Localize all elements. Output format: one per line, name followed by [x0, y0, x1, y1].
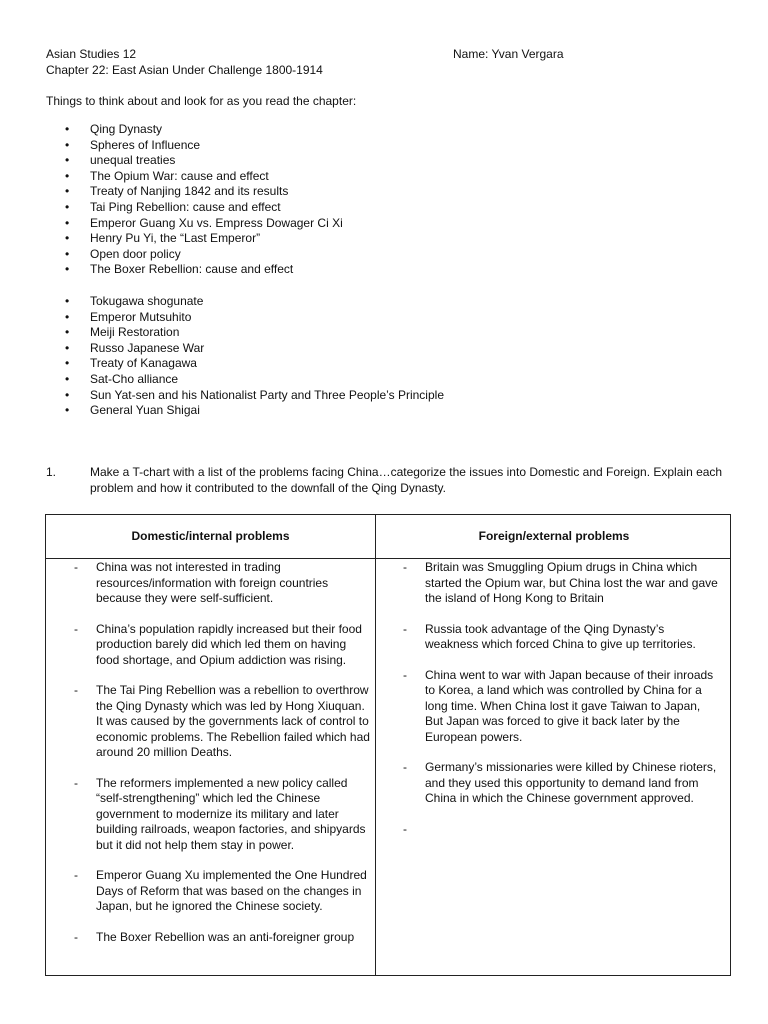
dash-bullet: -: [403, 667, 407, 682]
china-topic-item: • Open door policy: [46, 247, 343, 263]
japan-topic-item: • Sat-Cho alliance: [46, 372, 444, 388]
foreign-header: Foreign/external problems: [478, 529, 630, 543]
china-topic-item: • Spheres of Influence: [46, 138, 343, 154]
question-number: 1.: [46, 465, 57, 479]
t-chart: [45, 514, 731, 976]
dash-bullet: -: [403, 821, 407, 836]
china-topics-list: [46, 122, 343, 278]
china-topic-item: • unequal treaties: [46, 153, 343, 169]
question-text: Make a T-chart with a list of the problems facing China…categorize the issues into Domestic and Foreign. Explain each problem and how it contributed to the downfall of the Qing Dynasty.: [90, 465, 723, 495]
domestic-problem-item: [74, 776, 370, 854]
problem-text: China’s population rapidly increased but their food production barely did which led them on having food shortage, and Opium addiction was rising.: [96, 621, 362, 667]
china-topic-item: • Treaty of Nanjing 1842 and its results: [46, 184, 343, 200]
problem-text: The reformers implemented a new policy called “self-strengthening” which led the Chinese government to modernize its military and later building railroads, weapon factories, and shipyards but it did not help them stay in power.: [96, 775, 366, 852]
student-name: Name: Yvan Vergara: [453, 47, 564, 61]
dash-bullet: -: [74, 560, 78, 574]
problem-text: China was not interested in trading resources/information with foreign countries because they were self-sufficient.: [96, 560, 329, 605]
japan-topic-item: • Tokugawa shogunate: [46, 294, 444, 310]
china-topic-item: • The Opium War: cause and effect: [46, 169, 343, 185]
foreign-problem-item: [403, 560, 719, 607]
problem-text: Russia took advantage of the Qing Dynasty’s weakness which forced China to give up territories.: [425, 621, 696, 651]
japan-topic-item: • Meiji Restoration: [46, 325, 444, 341]
domestic-problem-item: [74, 560, 370, 607]
problem-text: China went to war with Japan because of their inroads to Korea, a land which was controlled by China for a long time. When China lost it gave Taiwan to Japan, But Japan was forced to give it back later by the European powers.: [425, 667, 714, 744]
foreign-problem-item: [403, 668, 719, 746]
domestic-header: Domestic/internal problems: [131, 529, 290, 543]
course-title: Asian Studies 12: [46, 47, 137, 61]
t-chart-header-rule: [46, 558, 730, 559]
japan-topic-item: • Emperor Mutsuhito: [46, 310, 444, 326]
dash-bullet: -: [74, 621, 78, 636]
domestic-problem-item: [74, 683, 370, 761]
japan-topic-item: • Sun Yat-sen and his Nationalist Party and Three People’s Principle: [46, 388, 444, 404]
foreign-problem-item: [403, 760, 719, 807]
china-topic-item: • The Boxer Rebellion: cause and effect: [46, 262, 343, 278]
foreign-problems-list: [403, 560, 719, 975]
t-chart-divider: [375, 515, 376, 975]
dash-bullet: -: [74, 868, 78, 882]
intro-text: Things to think about and look for as you read the chapter:: [46, 94, 357, 108]
dash-bullet: -: [403, 621, 407, 636]
china-topic-item: • Emperor Guang Xu vs. Empress Dowager Ci Xi: [46, 216, 343, 232]
china-topic-item: • Tai Ping Rebellion: cause and effect: [46, 200, 343, 216]
dash-bullet: -: [403, 560, 407, 574]
dash-bullet: -: [403, 760, 407, 774]
dash-bullet: -: [74, 683, 78, 697]
chapter-title: Chapter 22: East Asian Under Challenge 1800-1914: [46, 63, 323, 77]
japan-topic-item: • General Yuan Shigai: [46, 403, 444, 419]
domestic-problems-list: [74, 560, 370, 975]
dash-bullet: -: [74, 929, 78, 944]
problem-text: The Boxer Rebellion was an anti-foreigner group: [96, 929, 355, 944]
document-header: [46, 46, 323, 78]
dash-bullet: -: [74, 775, 78, 790]
problem-text: Emperor Guang Xu implemented the One Hundred Days of Reform that was based on the changes in Japan, but he ignored the Chinese society.: [96, 868, 367, 913]
china-topic-item: • Henry Pu Yi, the “Last Emperor”: [46, 231, 343, 247]
problem-text: The Tai Ping Rebellion was a rebellion to overthrow the Qing Dynasty which was led by Hong Xiuquan. It was caused by the governments lack of control to economic problems. The Rebellion failed which had around 20 million Deaths.: [96, 683, 370, 759]
problem-text: Germany’s missionaries were killed by Chinese rioters, and they used this opportunity to demand land from China in which the Chinese government approved.: [425, 760, 717, 805]
problem-text: Britain was Smuggling Opium drugs in China which started the Opium war, but China lost the war and gave the island of Hong Kong to Britain: [425, 560, 718, 605]
domestic-problem-item: [74, 930, 370, 946]
japan-topics-list: [46, 294, 444, 419]
domestic-problem-item: [74, 868, 370, 915]
foreign-problem-item: [403, 622, 719, 653]
china-topic-item: • Qing Dynasty: [46, 122, 343, 138]
japan-topic-item: • Treaty of Kanagawa: [46, 356, 444, 372]
domestic-problem-item: [74, 622, 370, 669]
japan-topic-item: • Russo Japanese War: [46, 341, 444, 357]
